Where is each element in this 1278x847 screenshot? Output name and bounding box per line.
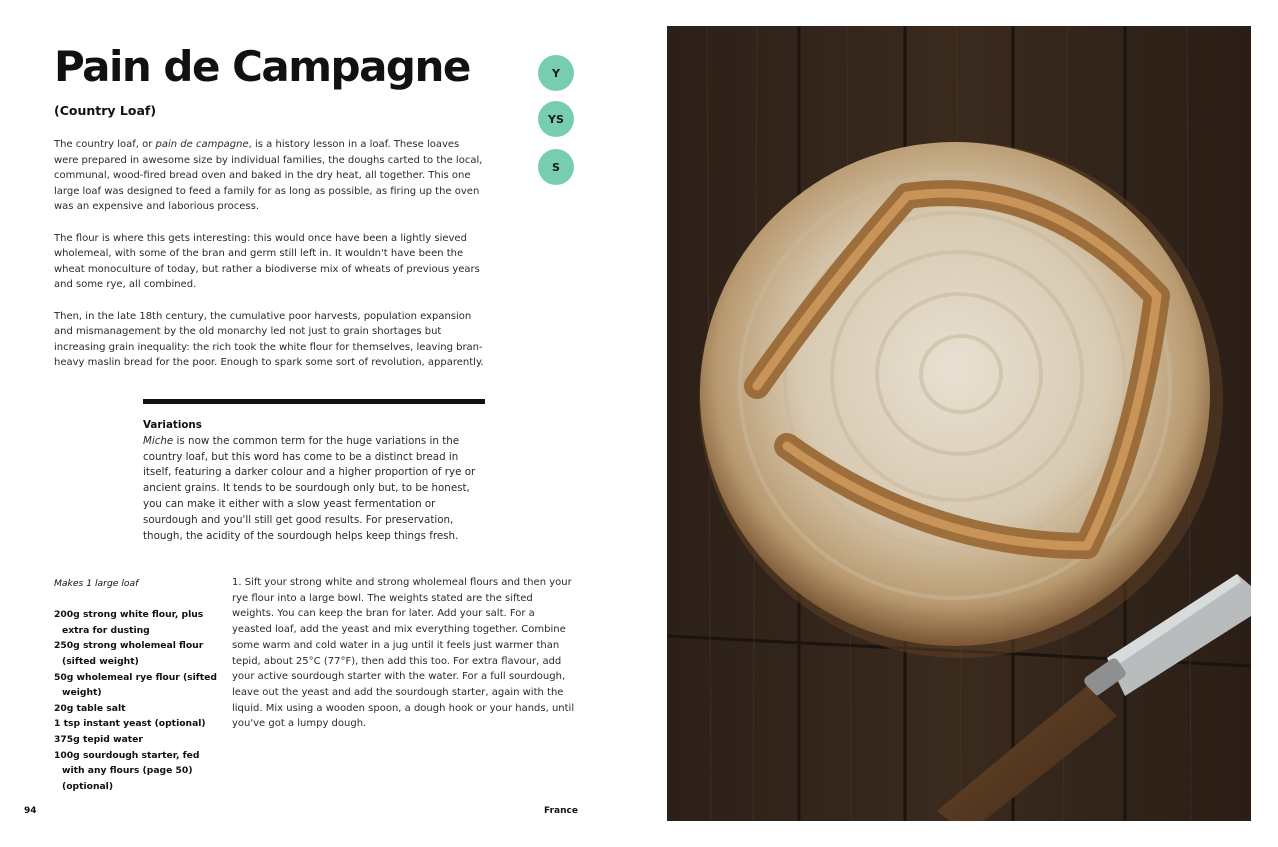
bread-photo [667, 26, 1251, 821]
ingredients-column [54, 576, 224, 794]
method-text [232, 575, 577, 732]
badge-sourdough: S [538, 149, 574, 185]
variations-text: Miche is now the common term for the huge variations in the country loaf, but this word has come to be a distinct bread in itself, featuring a darker colour and a higher proportion of rye or ancient grains. It tends to be sourdough only but, to be honest, you can make it either with a slow yeast fermentation or sourdough and you'll still get good results. For preservation, though, the acidity of the sourdough helps keep things fresh. [143, 434, 476, 542]
badge-yeast-sourdough: YS [538, 101, 574, 137]
method-step-1: 1. Sift your strong white and strong wholemeal flours and then your rye flour into a large bowl. The weights stated are the sifted weights. You can keep the bran for later. Add your salt. For a yeasted loaf, add the yeast and mix everything together. Combine some warm and cold water in a jug until it feels just warmer than tepid, about 25°C (77°F), then add this too. For extra flavour, add your active sourdough starter with the water. For a full sourdough, leave out the yeast and add the sourdough starter, again with the liquid. Mix using a wooden spoon, a dough hook or your hands, until you've got a lumpy dough. [232, 577, 575, 730]
yield-text: Makes 1 large loaf [54, 578, 139, 589]
section-divider [143, 399, 485, 404]
ingredient-item: 100g sourdough starter, fed with any flours (page 50) (optional) [54, 749, 200, 792]
ingredient-item: 200g strong white flour, plus extra for dusting [54, 609, 204, 636]
section-name: France [544, 806, 578, 816]
ingredient-item: 1 tsp instant yeast (optional) [54, 718, 206, 730]
ingredient-item: 250g strong wholemeal flour (sifted weight) [54, 640, 204, 667]
badge-yeast: Y [538, 55, 574, 91]
variations-box [143, 418, 488, 544]
ingredient-item: 50g wholemeal rye flour (sifted weight) [54, 671, 217, 699]
ingredient-list [54, 607, 224, 794]
recipe-subtitle: (Country Loaf) [54, 103, 157, 118]
ingredient-item: 20g table salt [54, 702, 126, 714]
page-number: 94 [24, 806, 37, 816]
intro-text [54, 137, 484, 387]
recipe-title: Pain de Campagne [54, 42, 470, 91]
ingredient-item: 375g tepid water [54, 733, 143, 745]
variations-heading: Variations [143, 419, 202, 431]
intro-paragraph-3: Then, in the late 18th century, the cumulative poor harvests, population expansion and mismanagement by the old monarchy led not just to grain shortages but increasing grain inequality: the rich took the white flour for themselves, leaving bran-heavy maslin bread for the poor. Enough to spark some sort of revolution, apparently. [54, 310, 484, 369]
intro-paragraph-2: The flour is where this gets interesting: this would once have been a lightly sieved wholemeal, with some of the bran and germ still left in. It wouldn't have been the wheat monoculture of today, but rather a biodiverse mix of wheats of previous years and some rye, all combined. [54, 232, 480, 291]
intro-paragraph-1: The country loaf, or pain de campagne, is a history lesson in a loaf. These loaves were prepared in awesome size by individual families, the doughs carted to the local, communal, wood-fired bread oven and baked in the dry heat, all together. This one large loaf was designed to feed a family for as long as possible, as firing up the oven was an expensive and laborious process. [54, 139, 483, 213]
